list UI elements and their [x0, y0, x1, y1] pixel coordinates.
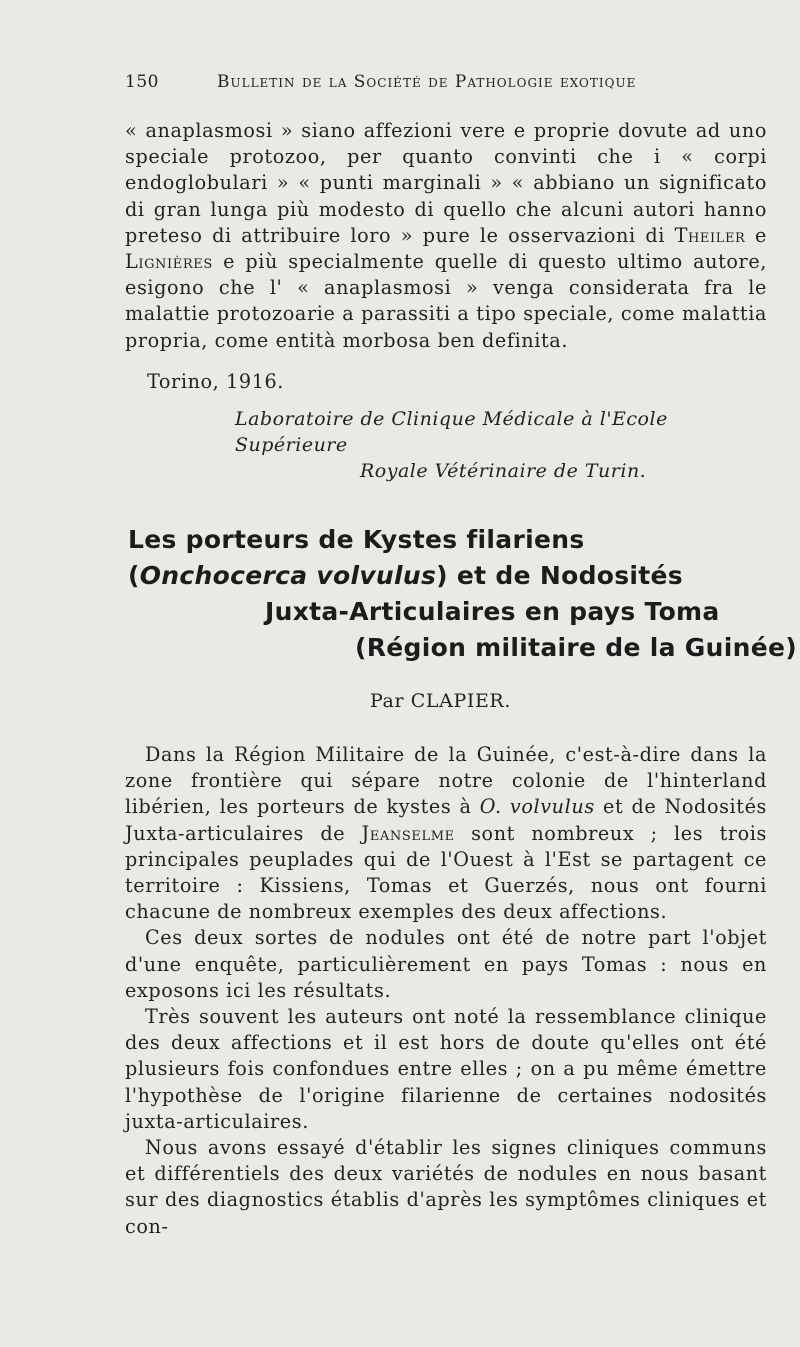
paragraph-4: Nous avons essayé d'établir les signes cliniques communs et différentiels des deux variétés de nodules en nous basant sur des diagnostics établis d'après les symptômes cliniques et con- — [125, 1136, 767, 1238]
italian-text-after: e più specialmente quelle di questo ultimo autore, esigono che l' « anaplasmosi » venga considerata fra le malattie protozoarie a parassiti a tipo speciale, come malattia propria, come entità morbosa ben definita. — [125, 250, 767, 352]
author-theiler: Theiler — [674, 223, 746, 247]
article-title — [125, 522, 797, 666]
journal-title: Bulletin de la Société de Pathologie exotique — [217, 72, 637, 92]
title-line-2-open: ( — [128, 561, 140, 590]
running-header — [125, 72, 765, 102]
title-line-4: (Région militaire de la Guinée) — [355, 633, 797, 662]
title-line-2-rest: ) et de Nodosités — [436, 561, 683, 590]
author-lignieres: Lignières — [125, 250, 213, 274]
paragraph-2: Ces deux sortes de nodules ont été de notre part l'objet d'une enquête, particulièrement en pays Tomas : nous en exposons ici les résultats. — [125, 926, 767, 1002]
date-line: Torino, 1916. — [147, 370, 285, 393]
article-author: Par CLAPIER. — [370, 690, 511, 712]
article-body — [125, 742, 767, 1240]
italian-text-before: « anaplasmosi » siano affezioni vere e proprie dovute ad uno speciale protozoo, per quanto convinti che i « corpi endoglobulari » « punti marginali » « abbiano un significato di gran lunga più modesto di quello che alcuni autori hanno preteso di attribuire loro » pure le osservazioni di — [125, 119, 767, 247]
paragraph-3: Très souvent les auteurs ont noté la ressemblance clinique des deux affections et il est hors de doute qu'elles ont été plusieurs fois confondues entre elles ; on a pu même émettre l'hypothèse de l'origine filarienne de certaines nodosités juxta-articulaires. — [125, 1005, 767, 1133]
italian-paragraph-text — [125, 118, 767, 354]
title-line-2 — [125, 558, 775, 594]
title-species: Onchocerca volvulus — [139, 561, 437, 590]
laboratory-affiliation — [150, 406, 770, 484]
italian-paragraph — [125, 118, 767, 354]
p1-text-a: Dans la Région Militaire de la Guinée, c'est-à-dire dans la zone frontière qui sépare notre colonie de l'hinterland libérien, les porteurs de kystes à — [125, 743, 767, 819]
page-number: 150 — [125, 72, 159, 92]
paragraph-1 — [125, 742, 767, 925]
author-jeanselme: Jeanselme — [361, 821, 455, 845]
title-line-3: Juxta-Articulaires en pays Toma — [265, 597, 720, 626]
laboratory-line-1: Laboratoire de Clinique Médicale à l'Ecole Supérieure — [235, 408, 668, 456]
title-line-1: Les porteurs de Kystes filariens — [128, 525, 585, 554]
conjunction: e — [755, 223, 768, 247]
laboratory-line-2: Royale Vétérinaire de Turin. — [360, 460, 647, 482]
p1-species: O. volvulus — [479, 795, 595, 819]
p1-text-b: et de Nodosités Juxta-articulaires de — [125, 795, 767, 845]
p1-text-c: sont nombreux ; les trois principales peuplades qui de l'Ouest à l'Est se partagent ce territoire : Kissiens, Tomas et Guerzés, nous ont fourni chacune de nombreux exemples des deux affections. — [125, 821, 767, 924]
